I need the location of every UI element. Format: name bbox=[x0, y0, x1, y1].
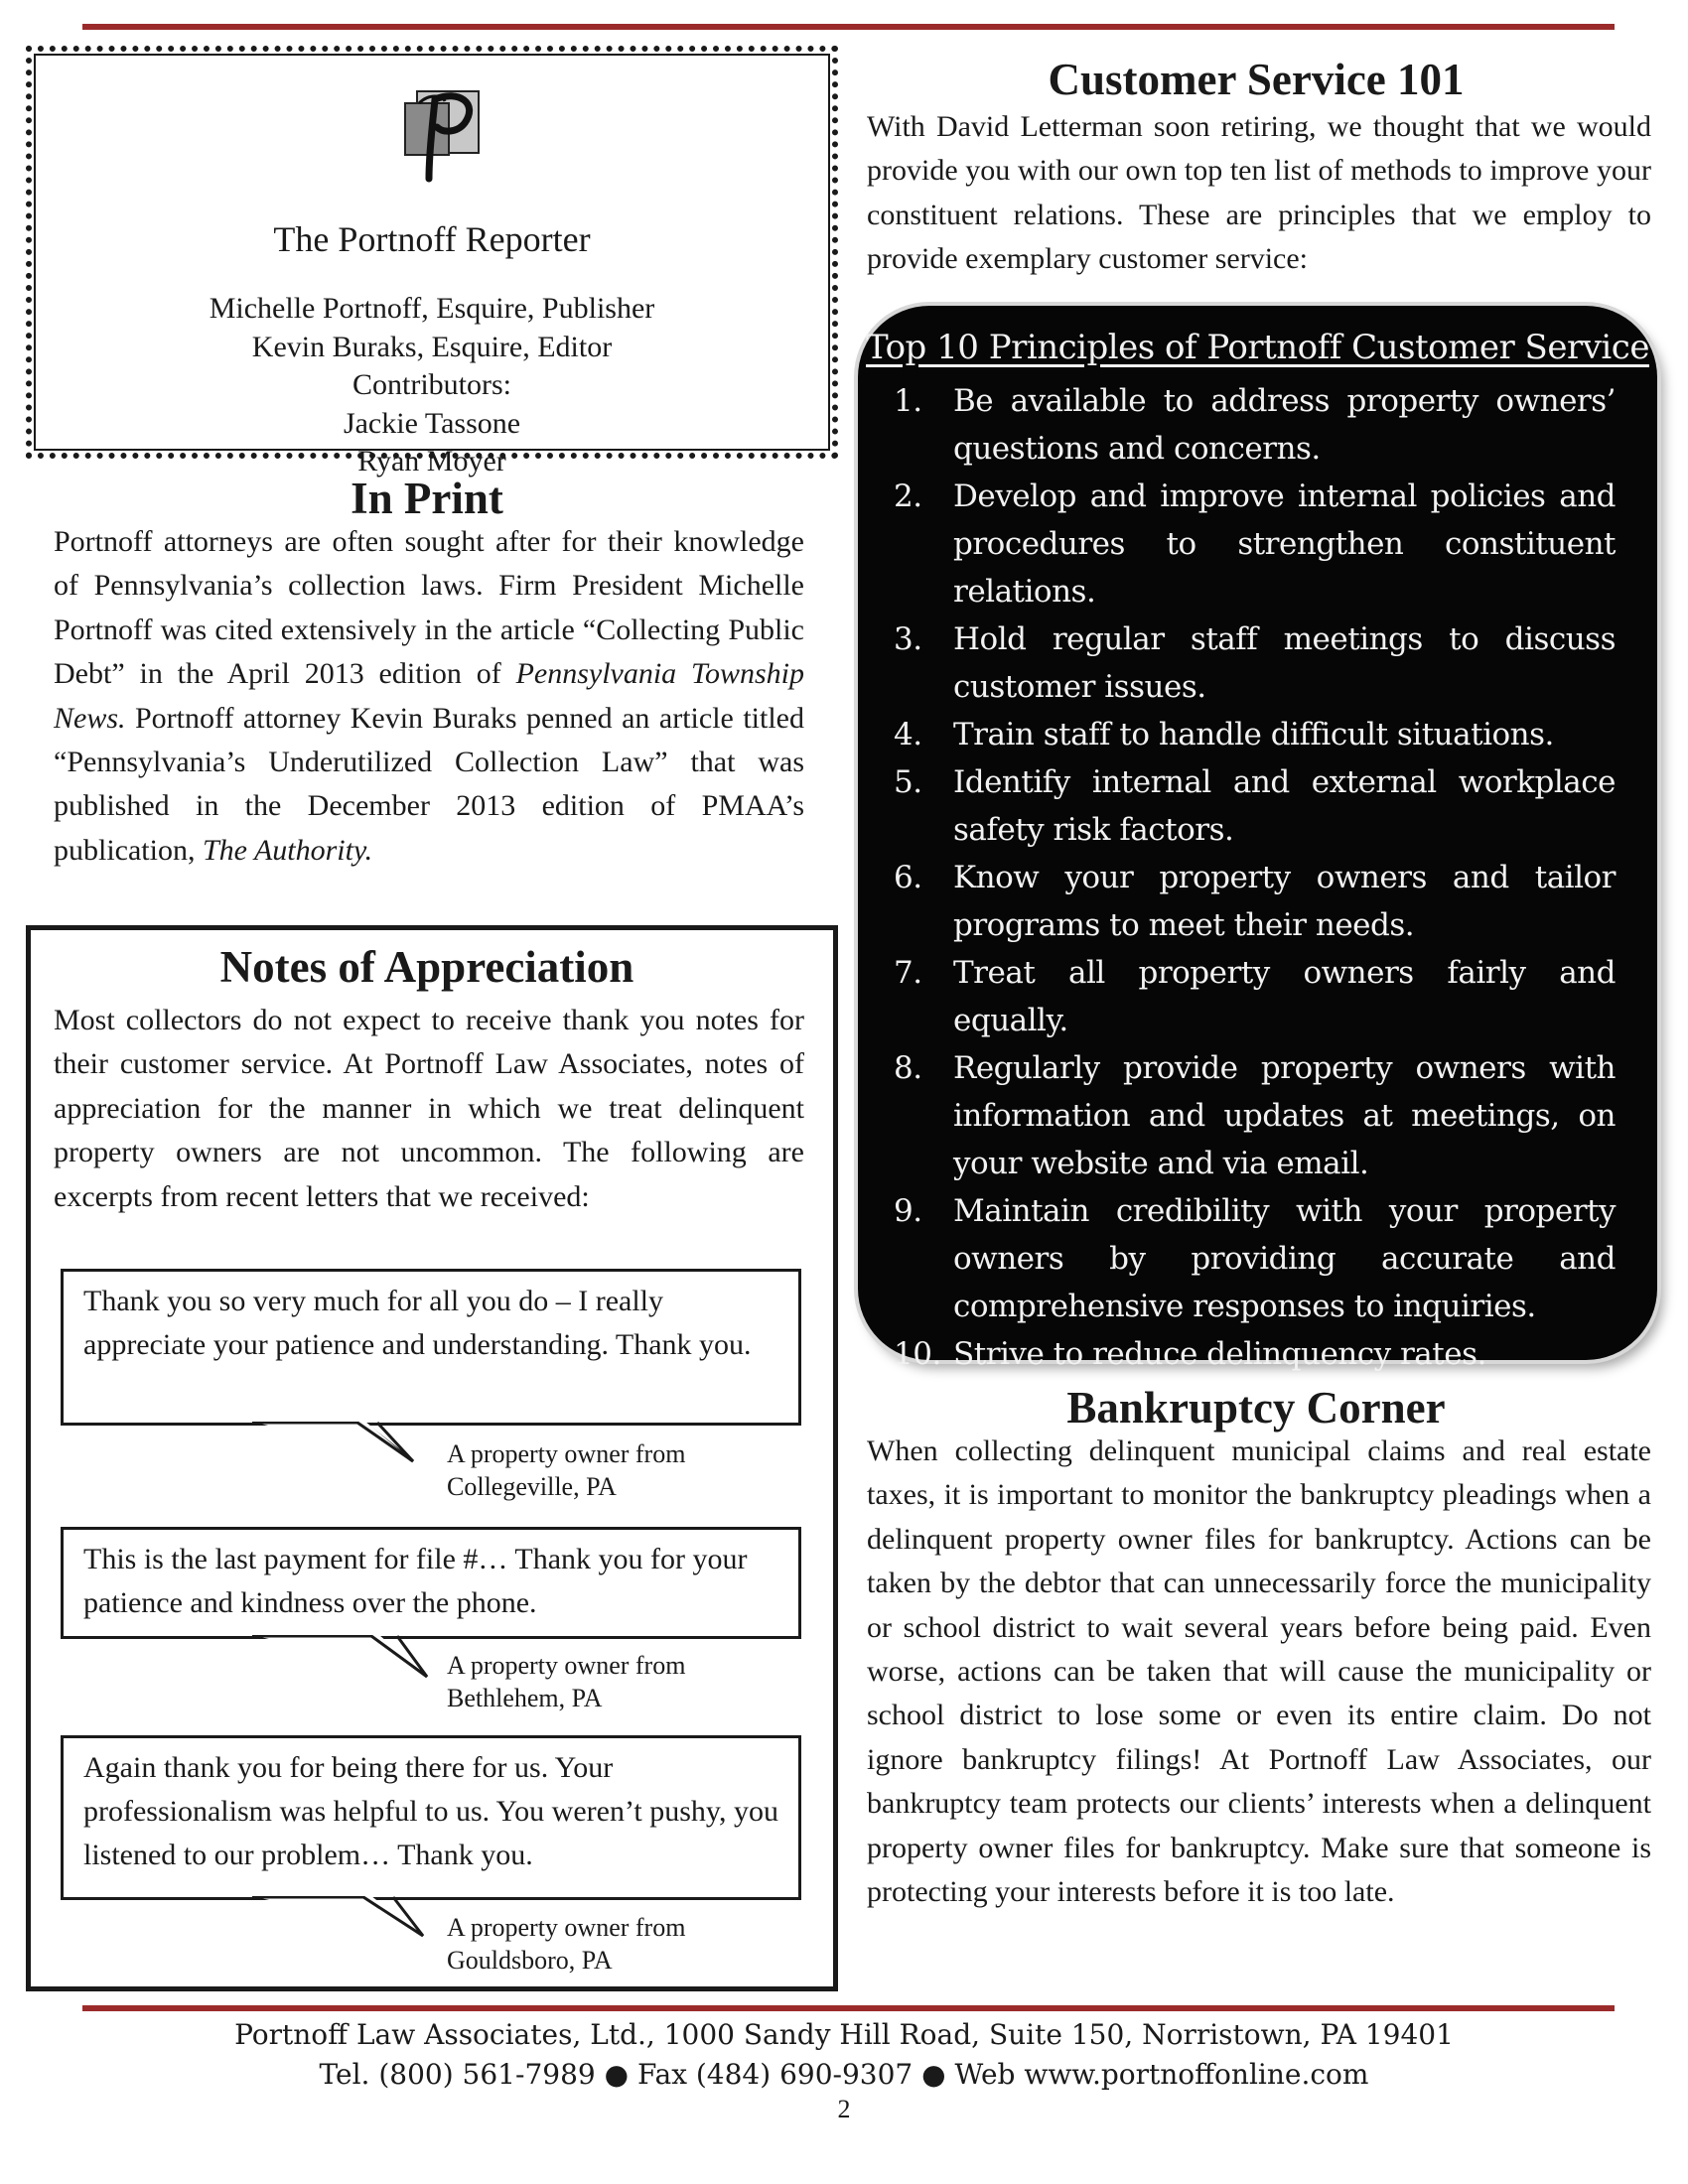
attribution-line: A property owner from bbox=[447, 1913, 686, 1942]
in-print-publication-title: Pennsylvania Township News. bbox=[54, 657, 804, 735]
principle-item bbox=[894, 949, 1616, 1044]
principle-number: 4. bbox=[894, 717, 922, 752]
quote-bubble: This is the last payment for file #… Thank you for your patience and kindness over the phone. bbox=[61, 1527, 801, 1639]
principle-text: Develop and improve internal policies and procedures to strengthen constituent relations. bbox=[953, 478, 1616, 610]
principle-item bbox=[894, 758, 1616, 854]
footer-tel: Tel. (800) 561-7989 bbox=[319, 2058, 596, 2091]
principle-item bbox=[894, 1330, 1616, 1378]
contributors-label: Contributors: bbox=[352, 368, 511, 401]
principle-text: Hold regular staff meetings to discuss customer issues. bbox=[953, 621, 1616, 705]
masthead-box bbox=[26, 46, 838, 478]
top-ten-title: Top 10 Principles of Portnoff Customer Service bbox=[866, 328, 1649, 367]
bankruptcy-body: When collecting delinquent municipal claims and real estate taxes, it is important to monitor the bankruptcy pleadings when a delinquent property owner files for bankruptcy. Actions can be taken by the debtor that can unnecessarily force the municipality or school district to wait several years before being paid. Even worse, actions can be taken that will cause the municipality or school district to lose some or even its entire claim. Do not ignore bankruptcy filings! At Portnoff Law Associates, our bankruptcy team protects our clients’ interests when a delinquent property owner files for bankruptcy. Make sure that someone is protecting your interests before it is too late. bbox=[867, 1434, 1651, 1909]
bottom-rule bbox=[82, 2005, 1615, 2011]
principle-text: Regularly provide property owners with information and updates at meetings, on your website and via email. bbox=[953, 1050, 1616, 1181]
footer-address: Portnoff Law Associates, Ltd., 1000 Sandy Hill Road, Suite 150, Norristown, PA 19401 bbox=[234, 2018, 1454, 2051]
contributor-name: Jackie Tassone bbox=[343, 406, 521, 440]
principle-text: Strive to reduce delinquency rates. bbox=[953, 1336, 1486, 1372]
footer-web: Web www.portnoffonline.com bbox=[954, 2058, 1369, 2091]
principle-text: Identify internal and external workplace safety risk factors. bbox=[953, 764, 1616, 848]
quote-bubble: Thank you so very much for all you do – I really appreciate your patience and understanding. Thank you. bbox=[61, 1269, 801, 1426]
principle-text: Be available to address property owners’ questions and concerns. bbox=[953, 383, 1616, 467]
principle-number: 9. bbox=[894, 1193, 922, 1229]
speech-bubble-tail bbox=[248, 1896, 437, 1946]
top-rule bbox=[82, 24, 1615, 30]
attribution-line: A property owner from bbox=[447, 1651, 686, 1680]
quote-attribution bbox=[447, 1437, 685, 1503]
principle-number: 6. bbox=[894, 860, 922, 895]
bullet-separator: ● bbox=[921, 2058, 946, 2091]
top-ten-principles-panel bbox=[858, 306, 1657, 1372]
notes-heading: Notes of Appreciation bbox=[219, 942, 634, 992]
footer bbox=[0, 2015, 1688, 2095]
principle-item bbox=[894, 854, 1616, 949]
notes-body: Most collectors do not expect to receive thank you notes for their customer service. At Portnoff Law Associates, notes of appreciation for the manner in which we treat delinquent property owners are not uncommon. The following are excerpts from recent letters that we received: bbox=[54, 1004, 804, 1213]
quote-attribution bbox=[447, 1911, 685, 1977]
page-number: 2 bbox=[837, 2095, 851, 2123]
principle-number: 2. bbox=[894, 478, 922, 514]
principles-list bbox=[894, 377, 1616, 1378]
bankruptcy-heading: Bankruptcy Corner bbox=[1066, 1383, 1446, 1433]
principle-number: 3. bbox=[894, 621, 922, 657]
attribution-location: Bethlehem, PA bbox=[447, 1684, 603, 1712]
principle-number: 5. bbox=[894, 764, 922, 800]
principle-item bbox=[894, 615, 1616, 711]
principle-text: Know your property owners and tailor programs to meet their needs. bbox=[953, 860, 1616, 943]
principle-number: 7. bbox=[894, 955, 922, 991]
customer-service-heading: Customer Service 101 bbox=[1048, 55, 1465, 104]
publisher-line: Michelle Portnoff, Esquire, Publisher bbox=[209, 292, 655, 325]
principle-item bbox=[894, 711, 1616, 758]
speech-bubble-tail bbox=[248, 1422, 427, 1469]
in-print-heading: In Print bbox=[351, 474, 503, 523]
footer-fax: Fax (484) 690-9307 bbox=[636, 2058, 914, 2091]
principle-number: 10. bbox=[894, 1336, 941, 1372]
speech-bubble-tail bbox=[248, 1635, 437, 1685]
newsletter-title: The Portnoff Reporter bbox=[273, 219, 591, 259]
principle-text: Maintain credibility with your property owners by providing accurate and comprehensive responses to inquiries. bbox=[953, 1193, 1616, 1324]
principle-item bbox=[894, 473, 1616, 615]
in-print-text-b: Portnoff attorney Kevin Buraks penned an article titled “Pennsylvania’s Underutilized Collection Law” that was published in the December 2013 edition of PMAA’s publication, bbox=[54, 701, 804, 867]
principle-number: 1. bbox=[894, 383, 922, 419]
principle-item bbox=[894, 1044, 1616, 1187]
quote-attribution bbox=[447, 1649, 685, 1714]
masthead-credits bbox=[32, 290, 832, 481]
in-print-body bbox=[54, 520, 804, 873]
attribution-line: A property owner from bbox=[447, 1439, 686, 1468]
editor-line: Kevin Buraks, Esquire, Editor bbox=[251, 330, 613, 363]
principle-text: Train staff to handle difficult situations. bbox=[953, 717, 1554, 752]
attribution-location: Collegeville, PA bbox=[447, 1472, 617, 1501]
in-print-text-a: Portnoff attorneys are often sought after for their knowledge of Pennsylvania’s collection laws. Firm President Michelle Portnoff was cited extensively in the article “Collecting Public Debt” in the April 2013 edition of bbox=[54, 525, 804, 691]
principle-text: Treat all property owners fairly and equally. bbox=[953, 955, 1616, 1038]
principle-item bbox=[894, 1187, 1616, 1330]
in-print-publication-title: The Authority. bbox=[202, 833, 373, 867]
customer-service-intro: With David Letterman soon retiring, we thought that we would provide you with our own top ten list of methods to improve your constituent relations. These are principles that we employ to provide exemplary customer service: bbox=[867, 110, 1651, 276]
footer-contact bbox=[0, 2055, 1688, 2095]
quote-bubble: Again thank you for being there for us. Your professionalism was helpful to us. You weren’t pushy, you listened to our problem… Thank you. bbox=[61, 1735, 801, 1900]
attribution-location: Gouldsboro, PA bbox=[447, 1946, 613, 1975]
contributor-name: Ryan Moyer bbox=[357, 445, 506, 478]
principle-item bbox=[894, 377, 1616, 473]
principle-number: 8. bbox=[894, 1050, 922, 1086]
bullet-separator: ● bbox=[604, 2058, 630, 2091]
portnoff-logo-icon bbox=[399, 81, 485, 185]
